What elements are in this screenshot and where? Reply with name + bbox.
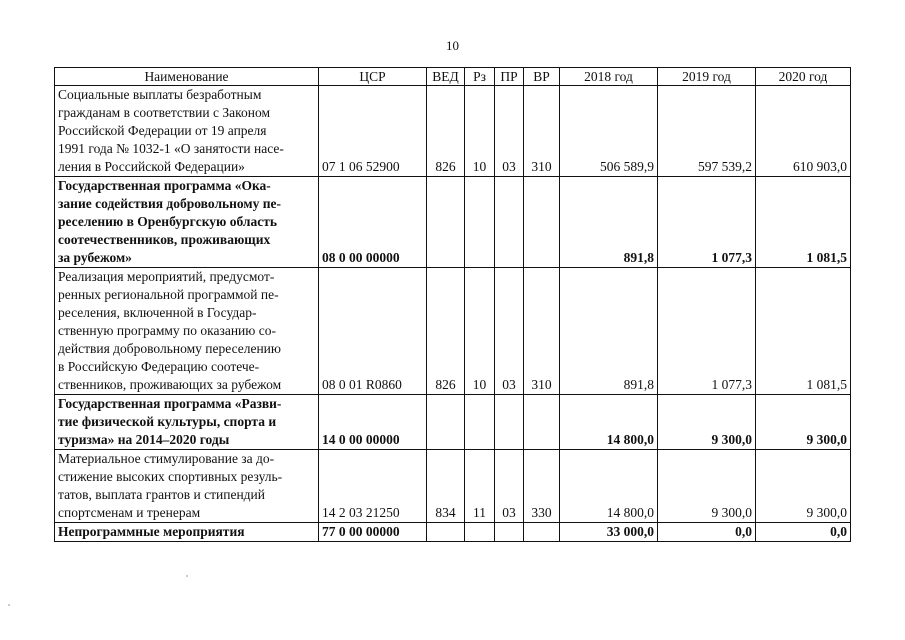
cell-ved: 826 bbox=[427, 86, 465, 177]
cell-2019: 1 077,3 bbox=[658, 268, 756, 395]
cell-2019: 9 300,0 bbox=[658, 395, 756, 450]
table-header-row bbox=[55, 68, 851, 86]
name-line: за рубежом» bbox=[58, 250, 132, 265]
cell-2020: 1 081,5 bbox=[756, 177, 851, 268]
cell-2020: 1 081,5 bbox=[756, 268, 851, 395]
cell-ved bbox=[427, 395, 465, 450]
name-line: зание содействия добровольному пе- bbox=[58, 196, 282, 211]
cell-2018: 506 589,9 bbox=[560, 86, 658, 177]
cell-csr: 14 0 00 00000 bbox=[319, 395, 427, 450]
name-line: Государственная программа «Ока- bbox=[58, 178, 271, 193]
cell-rz: 10 bbox=[465, 86, 495, 177]
name-line: реселения, включенной в Государ- bbox=[58, 305, 257, 320]
header-2018: 2018 год bbox=[560, 68, 658, 86]
name-line: действия добровольному переселению bbox=[58, 341, 281, 356]
cell-pr: 03 bbox=[495, 86, 524, 177]
cell-2018: 891,8 bbox=[560, 268, 658, 395]
header-2020: 2020 год bbox=[756, 68, 851, 86]
name-line: тие физической культуры, спорта и bbox=[58, 414, 277, 429]
cell-csr: 14 2 03 21250 bbox=[319, 450, 427, 523]
cell-pr: 03 bbox=[495, 450, 524, 523]
table-row bbox=[55, 450, 851, 523]
name-line: стижение высоких спортивных резуль- bbox=[58, 469, 283, 484]
cell-vr: 330 bbox=[524, 450, 560, 523]
cell-name bbox=[55, 86, 319, 177]
cell-2018: 14 800,0 bbox=[560, 395, 658, 450]
cell-2018: 891,8 bbox=[560, 177, 658, 268]
cell-name bbox=[55, 177, 319, 268]
cell-vr: 310 bbox=[524, 86, 560, 177]
page-number: 10 bbox=[446, 38, 459, 53]
name-line: Государственная программа «Разви- bbox=[58, 396, 282, 411]
cell-name bbox=[55, 523, 319, 542]
name-line: 1991 года № 1032-1 «О занятости насе- bbox=[58, 141, 284, 156]
header-name: Наименование bbox=[55, 68, 319, 86]
table-row bbox=[55, 268, 851, 395]
name-line: татов, выплата грантов и стипендий bbox=[58, 487, 265, 502]
name-line: гражданам в соответствии с Законом bbox=[58, 105, 271, 120]
name-line: Материальное стимулирование за до- bbox=[58, 451, 275, 466]
table-body bbox=[55, 86, 851, 542]
cell-2019: 0,0 bbox=[658, 523, 756, 542]
cell-name bbox=[55, 268, 319, 395]
name-line: в Российскую Федерацию соотече- bbox=[58, 359, 260, 374]
scan-speck bbox=[8, 604, 10, 606]
cell-2019: 1 077,3 bbox=[658, 177, 756, 268]
cell-csr: 08 0 00 00000 bbox=[319, 177, 427, 268]
table-row bbox=[55, 86, 851, 177]
cell-pr bbox=[495, 523, 524, 542]
header-2019: 2019 год bbox=[658, 68, 756, 86]
name-line: ственников, проживающих за рубежом bbox=[58, 377, 282, 392]
name-line: Российской Федерации от 19 апреля bbox=[58, 123, 267, 138]
cell-2019: 597 539,2 bbox=[658, 86, 756, 177]
budget-table bbox=[54, 67, 851, 542]
name-line: Социальные выплаты безработным bbox=[58, 87, 262, 102]
cell-2019: 9 300,0 bbox=[658, 450, 756, 523]
cell-2018: 14 800,0 bbox=[560, 450, 658, 523]
header-ved: ВЕД bbox=[427, 68, 465, 86]
name-line: ления в Российской Федерации» bbox=[58, 159, 245, 174]
cell-rz bbox=[465, 395, 495, 450]
header-pr: ПР bbox=[495, 68, 524, 86]
cell-vr: 310 bbox=[524, 268, 560, 395]
cell-rz bbox=[465, 177, 495, 268]
cell-pr: 03 bbox=[495, 268, 524, 395]
name-line: туризма» на 2014–2020 годы bbox=[58, 432, 230, 447]
scan-speck bbox=[186, 575, 188, 577]
cell-ved: 834 bbox=[427, 450, 465, 523]
cell-csr: 07 1 06 52900 bbox=[319, 86, 427, 177]
cell-pr bbox=[495, 395, 524, 450]
cell-ved: 826 bbox=[427, 268, 465, 395]
cell-2020: 9 300,0 bbox=[756, 395, 851, 450]
cell-2020: 9 300,0 bbox=[756, 450, 851, 523]
cell-pr bbox=[495, 177, 524, 268]
table-row bbox=[55, 523, 851, 542]
cell-rz: 10 bbox=[465, 268, 495, 395]
cell-csr: 77 0 00 00000 bbox=[319, 523, 427, 542]
cell-ved bbox=[427, 523, 465, 542]
cell-name bbox=[55, 395, 319, 450]
cell-ved bbox=[427, 177, 465, 268]
cell-2018: 33 000,0 bbox=[560, 523, 658, 542]
header-vr: ВР bbox=[524, 68, 560, 86]
cell-vr bbox=[524, 395, 560, 450]
cell-csr: 08 0 01 R0860 bbox=[319, 268, 427, 395]
name-line: соотечественников, проживающих bbox=[58, 232, 271, 247]
name-line: реселению в Оренбургскую область bbox=[58, 214, 277, 229]
name-line: Непрограммные мероприятия bbox=[58, 524, 245, 539]
name-line: ренных региональной программой пе- bbox=[58, 287, 279, 302]
cell-rz bbox=[465, 523, 495, 542]
header-rz: Рз bbox=[465, 68, 495, 86]
cell-name bbox=[55, 450, 319, 523]
cell-vr bbox=[524, 523, 560, 542]
table-row bbox=[55, 395, 851, 450]
cell-2020: 610 903,0 bbox=[756, 86, 851, 177]
cell-vr bbox=[524, 177, 560, 268]
cell-2020: 0,0 bbox=[756, 523, 851, 542]
name-line: ственную программу по оказанию со- bbox=[58, 323, 276, 338]
table-row bbox=[55, 177, 851, 268]
header-csr: ЦСР bbox=[319, 68, 427, 86]
name-line: Реализация мероприятий, предусмот- bbox=[58, 269, 275, 284]
name-line: спортсменам и тренерам bbox=[58, 505, 201, 520]
cell-rz: 11 bbox=[465, 450, 495, 523]
